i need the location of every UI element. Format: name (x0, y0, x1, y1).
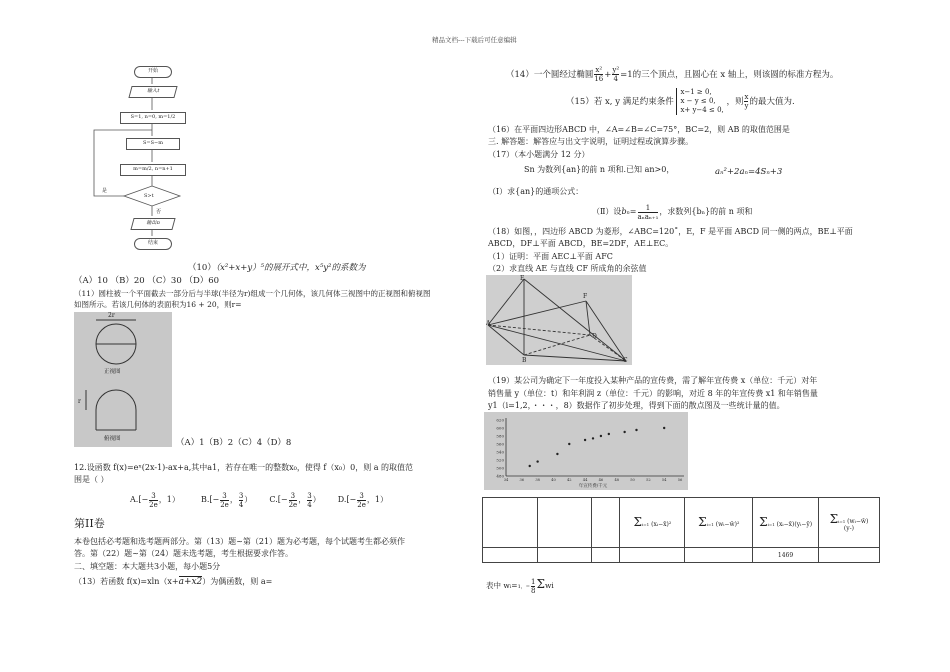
flowchart-yes: 是 (102, 188, 108, 194)
scatter-y-tick: 520 (496, 457, 504, 463)
flowchart (88, 62, 218, 257)
q19-footer: 表中 wᵢ=1，= $\frac{1}{8}$ Σwi (486, 577, 554, 595)
q15: （15）若 x, y 满足约束条件 x−1 ≥ 0, x − y ≤ 0, x+ y−4 ≤ 0, ，则 $\frac{x}{y}$ 的最大值为. (566, 88, 795, 114)
scatter-point (584, 439, 586, 441)
part2-line1: 本卷包括必考题和选考题两部分。第（13）题~第（21）题为必考题，每个试题考生都必须作 (74, 537, 406, 546)
scatter-x-tick: 36 (519, 478, 525, 482)
q10-stem (188, 263, 365, 274)
scatter-y-tick: 540 (496, 449, 504, 455)
q14: （14）一个圆经过椭圆 $\frac{\text{x²}}{16}$ + $\frac{\text{y²}}{4}$ =1的三个顶点，且圆心在 x 轴上，则该圆的标准方程为。 (506, 66, 839, 83)
scatter-x-tick: 50 (630, 478, 635, 482)
q18-line1: （18）如图，，四边形 ABCD 为菱形，∠ABC=120˚，E，F 是平面 ABCD 同一侧的两点，BE⊥平面 (488, 227, 853, 236)
scatter-x-tick: 42 (566, 478, 572, 482)
flowchart-start: 开始 (134, 66, 172, 78)
part2-line2: 答。第（22）题~第（24）题未选考题，考生根据要求作答。 (74, 549, 294, 558)
flowchart-step2: m=m/2, n=n+1 (120, 164, 186, 176)
q10-num: （10） (188, 263, 216, 273)
q12-options (130, 490, 388, 510)
q12-opt-c: C.[− $\frac{3}{2e}$ ， $\frac{3}{4}$ ） (269, 491, 321, 509)
q15-constraints: x−1 ≥ 0, x − y ≤ 0, x+ y−4 ≤ 0, (676, 88, 723, 115)
q19-line1: （19）某公司为确定下一年度投入某种产品的宣传费，需了解年宣传费 x（单位：千元）对年 (488, 376, 818, 385)
q18-label-e: E (520, 275, 525, 282)
scatter-x-tick: 38 (535, 478, 540, 482)
scatter-x-tick: 46 (598, 478, 604, 482)
scatter-point (600, 435, 602, 437)
flowchart-end: 结束 (134, 238, 172, 250)
scatter-y-tick: 580 (496, 433, 504, 439)
q11-three-view-photo (74, 312, 172, 447)
flowchart-no: 否 (156, 209, 162, 215)
scatter-point (623, 431, 625, 433)
scatter-y-tick: 480 (496, 473, 504, 479)
table-cell (685, 548, 753, 563)
q10-expr: （x²+x+y）⁵的展开式中，x⁵y²的系数为 (215, 263, 366, 273)
q11-top-view-label: 俯视图 (104, 436, 121, 442)
q18-label-d: D (592, 333, 597, 340)
table-header-blank-2 (537, 498, 592, 548)
q11-label-2r: 2r (108, 312, 115, 319)
table-cell (818, 548, 879, 563)
scatter-point (592, 437, 594, 439)
table-cell-value: 1469 (753, 548, 819, 563)
q18-label-b: B (522, 357, 527, 364)
scatter-point (663, 427, 665, 429)
table-cell (620, 548, 685, 563)
q18-label-a: A (486, 320, 491, 327)
q16-line2: 三. 解答题：解答应与出文字说明，证明过程或演算步骤。 (488, 137, 694, 146)
flowchart-output: 输出n (130, 218, 175, 230)
q18-solid-photo (486, 275, 632, 365)
flowchart-step1: S=S−m (126, 138, 180, 150)
flowchart-input: 输入t (128, 86, 177, 98)
scatter-point (529, 465, 531, 467)
q12-opt-d: D.[− $\frac{3}{2e}$ ，1） (337, 491, 388, 509)
table-header-xy: Σi=1 (xᵢ−x̄)(yᵢ−ȳ) (753, 498, 819, 548)
scatter-x-tick: 54 (661, 478, 667, 482)
flowchart-cond: S>t (144, 193, 154, 199)
scatter-y-tick: 500 (496, 465, 504, 471)
scatter-point (568, 443, 570, 445)
q13-root: a+x2 (178, 577, 203, 587)
scatter-x-tick: 56 (677, 478, 683, 482)
page-header: 精品文档---下载后可任意编辑 (432, 36, 517, 44)
q10-options: （A）10 （B）20 （C）30 （D）60 (74, 276, 220, 286)
table-header-ww: Σi=1 (wᵢ−w̄)² (685, 498, 753, 548)
scatter-point (635, 429, 637, 431)
q18-line2: ABCD，DF⊥平面 ABCD，BE=2DF，AE⊥EC。 (488, 239, 674, 248)
q13: （13）若函数 f(x)=xln（x+a+x2）为偶函数，则 a= (74, 577, 273, 587)
table-cell (537, 548, 592, 563)
q19-line2: 销售量 y（单位：t）和年利润 z（单位：千元）的影响，对近 8 年的年宣传费 x1 和年销售量 (488, 389, 818, 398)
flowchart-init: S=1, n=0, m=1/2 (120, 112, 186, 124)
scatter-x-label: 年宣传费/千元 (578, 484, 608, 489)
scatter-y-tick: 560 (496, 441, 504, 447)
scatter-x-tick: 52 (646, 478, 651, 482)
scatter-x-tick: 40 (551, 478, 556, 482)
q17-part2: （Ⅱ）设bₙ= $\frac{1}{\text{aₙaₙ₊₁}}$ ，求数列{bₙ}的前 n 项和 (592, 203, 753, 221)
q11-options: （A）1（B）2（C）4（D）8 (176, 438, 292, 448)
q11-line2: 如图所示。若该几何体的表面积为16 + 20，则r= (74, 300, 242, 309)
table-cell (592, 548, 620, 563)
q18-part2: （2）求直线 AE 与直线 CF 所成角的余弦值 (488, 264, 647, 273)
q12-opt-a: A.[− $\frac{3}{2e}$ ，1） (130, 491, 180, 509)
q19-stat-table (482, 497, 880, 563)
q17-part1: （Ⅰ）求{an}的通项公式： (488, 187, 584, 196)
table-header-blank-1 (483, 498, 538, 548)
q11-three-view-drawing (74, 312, 172, 447)
scatter-y-tick: 620 (496, 417, 504, 423)
q11-line1: （11）圆柱被一个平面截去一部分后与半球(半径为r)组成一个几何体，该几何体三视图中的正视图和俯视图 (74, 289, 431, 298)
scatter-point (608, 433, 610, 435)
q19-line3: y1（i=1,2，・・・，8）数据作了初步处理，得到下面的散点图及一些统计量的值。 (488, 401, 785, 410)
q16-line1: （16）在平面四边形ABCD 中，∠A=∠B=∠C=75°，BC=2，则 AB 的取值范围是 (488, 125, 790, 134)
q19-scatter-plot (484, 412, 688, 490)
part2-line3: 二、填空题：本大题共3小题，每小题5分 (74, 562, 221, 571)
q17-formula: aₙ²+2aₙ=4Sₙ+3 (715, 167, 783, 177)
q18-label-f: F (583, 293, 588, 300)
scatter-x-tick: 48 (614, 478, 620, 482)
q11-front-view-label: 正视图 (104, 369, 121, 375)
q12-line1: 12.设函数 f(x)=eˣ(2x-1)-ax+a,其中a1，若存在唯一的整数x₀，使得 f（x₀）0，则 a 的取值范 (74, 463, 414, 472)
table-header-xx: Σi=1 (xᵢ−x̄)² (620, 498, 685, 548)
part2-title: 第II卷 (74, 517, 105, 530)
scatter-x-tick: 34 (503, 478, 509, 482)
scatter-point (556, 453, 558, 455)
table-header-wy: Σi=1 (wᵢ−w̄) (y-) (818, 498, 879, 548)
q11-label-r: r (78, 398, 81, 405)
q19-scatter-photo (484, 412, 688, 490)
q12-line2: 围是（ ） (74, 475, 109, 484)
q18-part1: （1）证明：平面 AEC⊥平面 AFC (488, 252, 613, 261)
q18-label-c: C (623, 357, 628, 364)
scatter-y-tick: 600 (496, 425, 504, 431)
q18-solid-drawing (486, 275, 632, 365)
table-cell (483, 548, 538, 563)
table-header-blank-3 (592, 498, 620, 548)
q12-opt-b: B.[− $\frac{3}{2e}$ ， $\frac{3}{4}$ ） (200, 491, 253, 509)
scatter-x-tick: 44 (582, 478, 588, 482)
q17-line1: Sn 为数列{an}的前 n 项和.已知 an>0， (524, 165, 675, 174)
scatter-point (536, 460, 538, 462)
q17-title: （17）（本小题满分 12 分） (488, 150, 590, 159)
